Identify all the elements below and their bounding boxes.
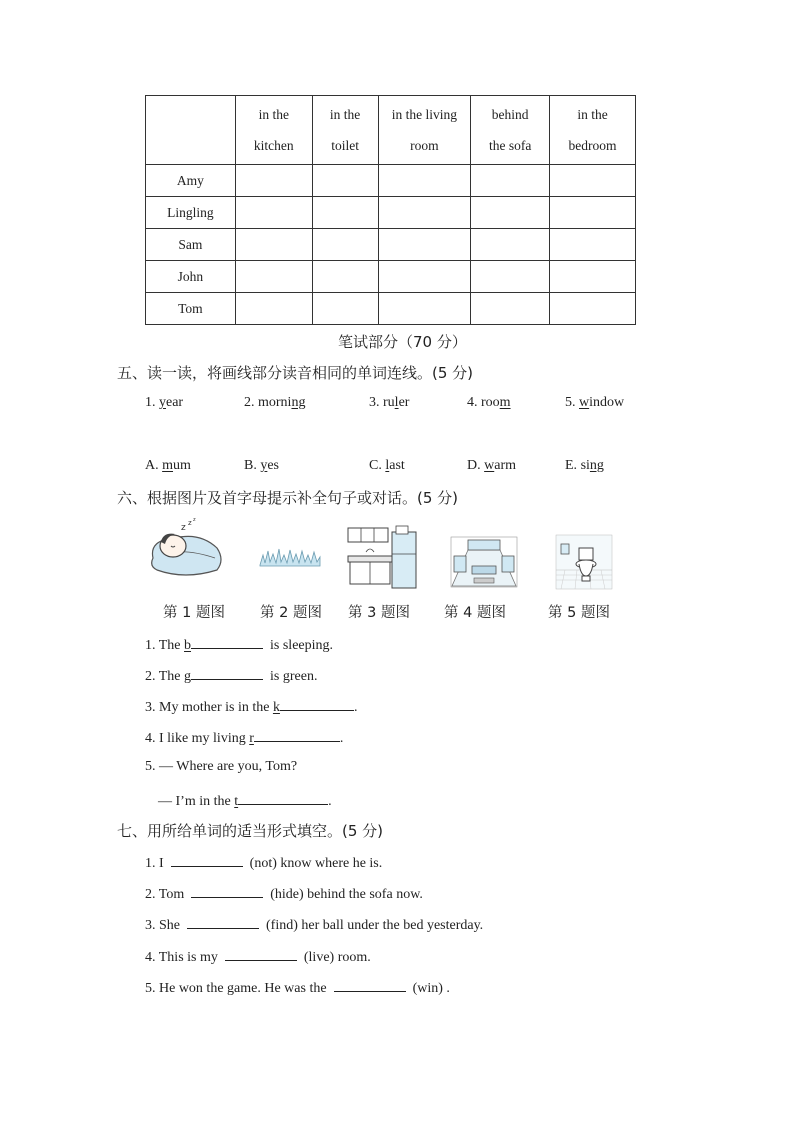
table-header-cell: behind the sofa (471, 96, 550, 165)
svg-text:z: z (181, 523, 186, 533)
table-header-cell: in the living room (378, 96, 471, 165)
caption-5: 第 5 题图 (548, 605, 610, 621)
table-row (146, 229, 636, 261)
table-cell[interactable] (312, 229, 378, 261)
word-top-3[interactable]: 3. ruler (369, 395, 410, 410)
living-room-image (450, 536, 518, 588)
table-cell[interactable] (471, 165, 550, 197)
answer-blank[interactable] (191, 635, 263, 649)
table-cell[interactable] (235, 293, 312, 325)
row-name: Tom (146, 293, 236, 325)
grass-image (258, 545, 322, 567)
word-bottom-e[interactable]: E. sing (565, 458, 604, 473)
written-part-heading: 笔试部分（70 分） (338, 333, 467, 351)
word-bottom-c[interactable]: C. last (369, 458, 405, 473)
word-top-4[interactable]: 4. room (467, 395, 511, 410)
word-top-1[interactable]: 1. year (145, 395, 184, 410)
sleeping-baby-image (145, 518, 227, 578)
s6-question-5b: — I’m in the t . (158, 791, 332, 810)
table-cell[interactable] (471, 293, 550, 325)
caption-2: 第 2 题图 (260, 605, 322, 621)
section6-title: 六、根据图片及首字母提示补全句子或对话。(5 分) (117, 489, 459, 507)
table-cell[interactable] (378, 197, 471, 229)
answer-blank[interactable] (171, 853, 243, 867)
table-cell[interactable] (312, 293, 378, 325)
table-row (146, 197, 636, 229)
location-table (145, 95, 636, 325)
s6-question-1: 1. The b is sleeping. (145, 635, 333, 654)
caption-1: 第 1 题图 (163, 605, 225, 621)
caption-3: 第 3 题图 (348, 605, 410, 621)
table-cell[interactable] (471, 229, 550, 261)
table-cell[interactable] (378, 229, 471, 261)
table-cell[interactable] (550, 165, 636, 197)
table-header-cell: in the kitchen (235, 96, 312, 165)
table-cell[interactable] (312, 165, 378, 197)
table-cell[interactable] (312, 261, 378, 293)
word-top-5[interactable]: 5. window (565, 395, 625, 410)
table-cell[interactable] (378, 261, 471, 293)
answer-blank[interactable] (238, 791, 328, 805)
table-cell[interactable] (471, 197, 550, 229)
s7-question-4: 4. This is my (live) room. (145, 947, 371, 966)
table-cell[interactable] (471, 261, 550, 293)
word-bottom-a[interactable]: A. mum (145, 458, 191, 473)
table-cell[interactable] (235, 229, 312, 261)
svg-text:z: z (188, 519, 192, 527)
word-top-2[interactable]: 2. morning (244, 395, 306, 410)
s7-question-1: 1. I (not) know where he is. (145, 853, 382, 872)
table-cell[interactable] (378, 165, 471, 197)
table-row (146, 293, 636, 325)
table-cell[interactable] (235, 165, 312, 197)
s6-question-5a: 5. — Where are you, Tom? (145, 759, 298, 774)
s6-question-2: 2. The g is green. (145, 666, 317, 685)
svg-text:z: z (193, 518, 196, 523)
table-header-row (146, 96, 636, 165)
row-name: Amy (146, 165, 236, 197)
s6-question-3: 3. My mother is in the k . (145, 697, 357, 716)
row-name: John (146, 261, 236, 293)
answer-blank[interactable] (187, 915, 259, 929)
section5-title: 五、读一读，将画线部分读音相同的单词连线。(5 分) (117, 364, 474, 382)
answer-blank[interactable] (191, 666, 263, 680)
row-name: Sam (146, 229, 236, 261)
s6-question-4: 4. I like my living r . (145, 728, 343, 747)
toilet-image (555, 534, 613, 590)
table-cell[interactable] (378, 293, 471, 325)
table-cell[interactable] (235, 261, 312, 293)
answer-blank[interactable] (280, 697, 354, 711)
table-row (146, 261, 636, 293)
s7-question-5: 5. He won the game. He was the (win) . (145, 978, 450, 997)
row-name: Lingling (146, 197, 236, 229)
s7-question-2: 2. Tom (hide) behind the sofa now. (145, 884, 423, 903)
table-cell[interactable] (550, 197, 636, 229)
table-cell[interactable] (550, 229, 636, 261)
section7-title: 七、用所给单词的适当形式填空。(5 分) (117, 822, 384, 840)
table-header-cell: in the toilet (312, 96, 378, 165)
table-header-cell: in the bedroom (550, 96, 636, 165)
table-cell[interactable] (235, 197, 312, 229)
table-row (146, 165, 636, 197)
caption-4: 第 4 题图 (444, 605, 506, 621)
s7-question-3: 3. She (find) her ball under the bed yesterday. (145, 915, 483, 934)
kitchen-image (346, 524, 418, 590)
answer-blank[interactable] (334, 978, 406, 992)
answer-blank[interactable] (254, 728, 340, 742)
word-bottom-b[interactable]: B. yes (244, 458, 280, 473)
answer-blank[interactable] (191, 884, 263, 898)
table-cell[interactable] (550, 261, 636, 293)
table-cell[interactable] (312, 197, 378, 229)
answer-blank[interactable] (225, 947, 297, 961)
table-cell[interactable] (550, 293, 636, 325)
word-bottom-d[interactable]: D. warm (467, 458, 517, 473)
table-corner-cell (146, 96, 236, 165)
